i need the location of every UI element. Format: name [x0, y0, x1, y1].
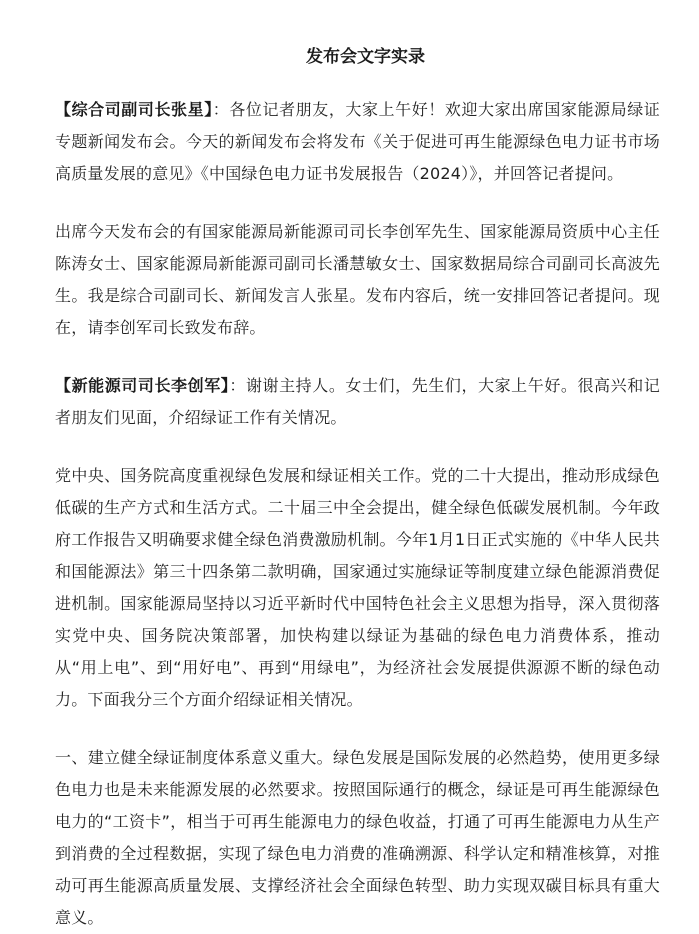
- paragraph-2: [55, 216, 660, 344]
- paragraph-text: 谢谢主持人。女士们，先生们，大家上午好。很高兴和记者朋友们见面，介绍绿证工作有关情况。: [55, 376, 660, 427]
- paragraph-text: 一、建立健全绿证制度体系意义重大。绿色发展是国际发展的必然趋势，使用更多绿色电力也是未来能源发展的必然要求。按照国际通行的概念，绿证是可再生能源绿色电力的“工资卡”，相当于可再生能源电力的绿色收益，打通了可再生能源电力从生产到消费的全过程数据，实现了绿色电力消费的准确溯源、科学认定和精准核算，对推动可再生能源高质量发展、支撑经济社会全面绿色转型、助力实现双碳目标具有重大意义。: [55, 748, 660, 927]
- paragraph-4: [55, 460, 660, 716]
- speaker-label: 【综合司副司长张星】: [55, 100, 213, 119]
- speaker-separator: ：: [212, 100, 230, 119]
- paragraph-text: 各位记者朋友，大家上午好！欢迎大家出席国家能源局绿证专题新闻发布会。今天的新闻发布会将发布《关于促进可再生能源绿色电力证书市场高质量发展的意见》《中国绿色电力证书发展报告（2024）》，并回答记者提问。: [55, 100, 660, 183]
- paragraph-text: 党中央、国务院高度重视绿色发展和绿证相关工作。党的二十大提出，推动形成绿色低碳的生产方式和生活方式。二十届三中全会提出，健全绿色低碳发展机制。今年政府工作报告又明确要求健全绿色消费激励机制。今年1月1日正式实施的《中华人民共和国能源法》第三十四条第二款明确，国家通过实施绿证等制度建立绿色能源消费促进机制。国家能源局坚持以习近平新时代中国特色社会主义思想为指导，深入贯彻落实党中央、国务院决策部署，加快构建以绿证为基础的绿色电力消费体系，推动从“用上电”、到“用好电”、再到“用绿电”，为经济社会发展提供源源不断的绿色动力。下面我分三个方面介绍绿证相关情况。: [55, 466, 660, 709]
- paragraph-1: [55, 94, 660, 190]
- page-title: 发布会文字实录: [306, 47, 425, 67]
- paragraph-5: [55, 742, 660, 934]
- speaker-label: 【新能源司司长李创军】: [55, 376, 230, 395]
- paragraph-3: [55, 370, 660, 434]
- speaker-separator: ：: [229, 376, 246, 395]
- paragraph-text: 出席今天发布会的有国家能源局新能源司司长李创军先生、国家能源局资质中心主任陈涛女士、国家能源局新能源司副司长潘慧敏女士、国家数据局综合司副司长高波先生。我是综合司副司长、新闻发言人张星。发布内容后，统一安排回答记者提问。现在，请李创军司长致发布辞。: [55, 222, 660, 337]
